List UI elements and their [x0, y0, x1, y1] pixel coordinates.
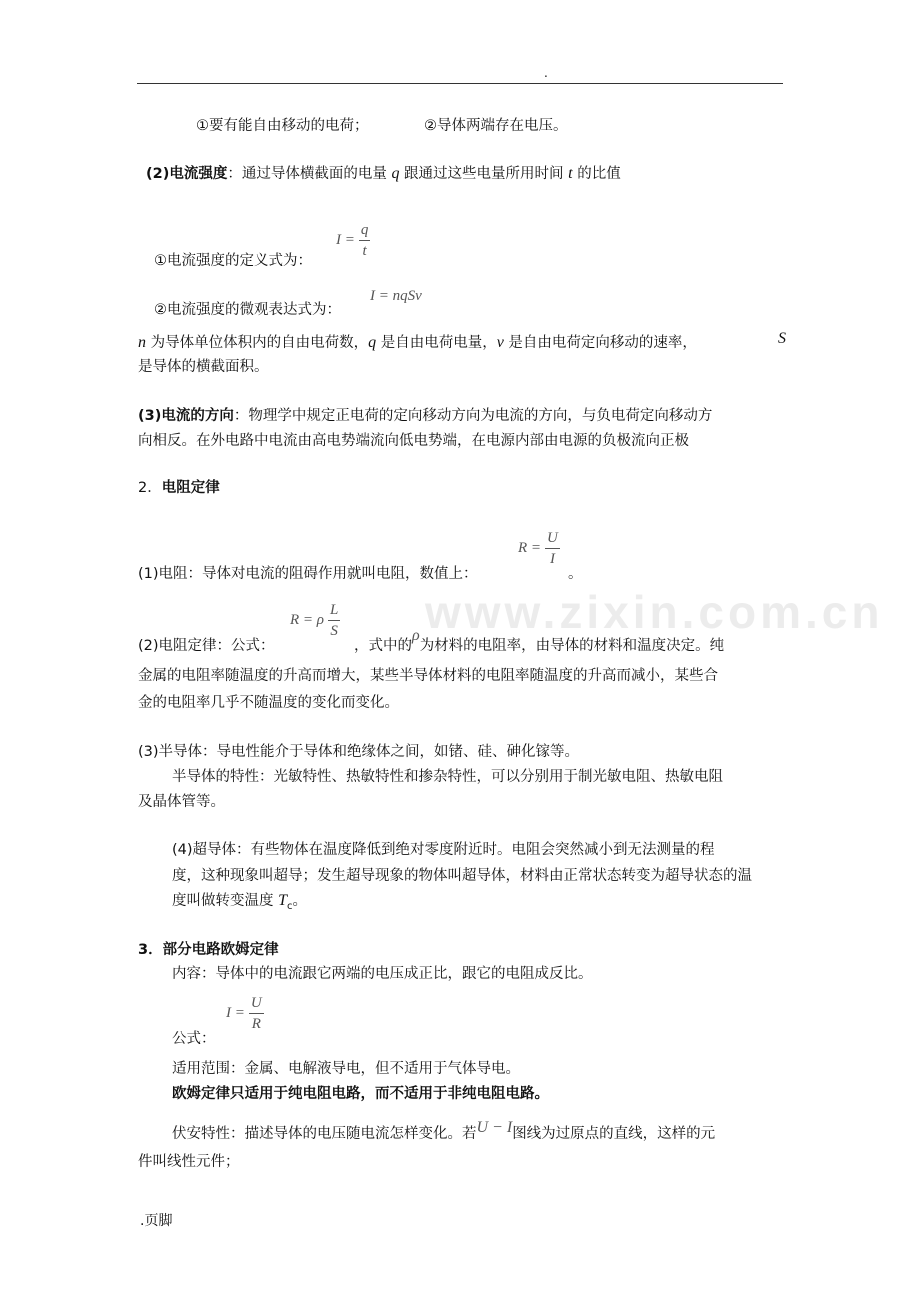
variable-S: S	[778, 330, 786, 347]
condition-2: ②导体两端存在电压。	[424, 118, 568, 134]
resistance-law-formula: R = ρ $\frac{L}{S}$	[290, 602, 339, 639]
watermark: www.zixin.com.cn	[425, 586, 884, 638]
resistance-definition: (1)电阻：导体对电流的阻碍作用就叫电阻，数值上：	[138, 566, 478, 582]
direction-label: (3)电流的方向	[138, 408, 234, 424]
condition-1: ①要有能自由移动的电荷；	[196, 118, 369, 134]
definition-1-label: ①电流强度的定义式为：	[154, 253, 312, 269]
variables-line-1: n 为导体单位体积内的自由电荷数，q 是自由电荷电量，v 是自由电荷定向移动的速率，	[138, 334, 697, 351]
current-definition-formula: I = $\frac{q}{t}$	[336, 222, 369, 259]
variables-line-2: 是导体的横截面积。	[138, 359, 269, 375]
current-micro-formula: I = nqSv	[370, 288, 422, 304]
definition-2-label: ②电流强度的微观表达式为：	[154, 302, 341, 318]
ohm-scope: 适用范围：金属、电解液导电，但不适用于气体导电。	[172, 1061, 520, 1077]
ohm-bold-note: 欧姆定律只适用于纯电阻电路，而不适用于非纯电阻电路。	[172, 1086, 549, 1102]
semiconductor-line-1: (3)半导体：导电性能介于导体和绝缘体之间，如锗、硅、砷化镓等。	[138, 744, 580, 760]
ohm-formula: I = $\frac{U}{R}$	[226, 995, 262, 1032]
resistance-law-line-2: 金属的电阻率随温度的升高而增大，某些半导体材料的电阻率随温度的升高而减小，某些合	[138, 668, 718, 684]
semiconductor-line-2: 半导体的特性：光敏特性、热敏特性和掺杂特性，可以分别用于制光敏电阻、热敏电阻	[172, 769, 723, 785]
resistance-law-text: ，式中的ρ为材料的电阻率，由导体的材料和温度决定。纯	[354, 627, 725, 654]
superconductor-line-3: 度叫做转变温度 $T_c$。	[172, 892, 308, 912]
current-intensity-paragraph: (2)电流强度：通过导体横截面的电量 q 跟通过这些电量所用时间 t 的比值	[146, 165, 621, 182]
page-footer: .页脚	[140, 1213, 173, 1229]
superconductor-line-1: (4)超导体：有些物体在温度降低到绝对零度附近时。电阻会突然减小到无法测量的程	[172, 842, 715, 858]
superconductor-line-2: 度，这种现象叫超导；发生超导现象的物体叫超导体，材料由正常状态转变为超导状态的温	[172, 868, 752, 884]
resistance-law-line-3: 金的电阻率几乎不随温度的变化而变化。	[138, 695, 399, 711]
ohm-formula-label: 公式：	[172, 1031, 216, 1047]
header-dot: .	[544, 66, 548, 80]
section-2-title: 2．电阻定律	[138, 480, 220, 496]
header-rule	[137, 83, 783, 84]
va-characteristic-line-2: 件叫线性元件；	[138, 1154, 240, 1170]
semiconductor-line-3: 及晶体管等。	[138, 794, 225, 810]
ohm-content: 内容：导体中的电流跟它两端的电压成正比，跟它的电阻成反比。	[172, 966, 593, 982]
resistance-definition-end: 。	[568, 566, 583, 582]
direction-line-1: (3)电流的方向：物理学中规定正电荷的定向移动方向为电流的方向，与负电荷定向移动方	[138, 408, 713, 424]
current-intensity-label: (2)电流强度	[146, 166, 228, 182]
direction-line-2: 向相反。在外电路中电流由高电势端流向低电势端，在电源内部由电源的负极流向正极	[138, 433, 689, 449]
va-characteristic-line-1: 伏安特性：描述导体的电压随电流怎样变化。若U − I图线为过原点的直线，这样的元	[172, 1119, 716, 1142]
resistance-formula: R = $\frac{U}{I}$	[518, 530, 558, 567]
resistance-law-label: (2)电阻定律：公式：	[138, 638, 275, 654]
section-3-title: 3．部分电路欧姆定律	[138, 942, 279, 958]
